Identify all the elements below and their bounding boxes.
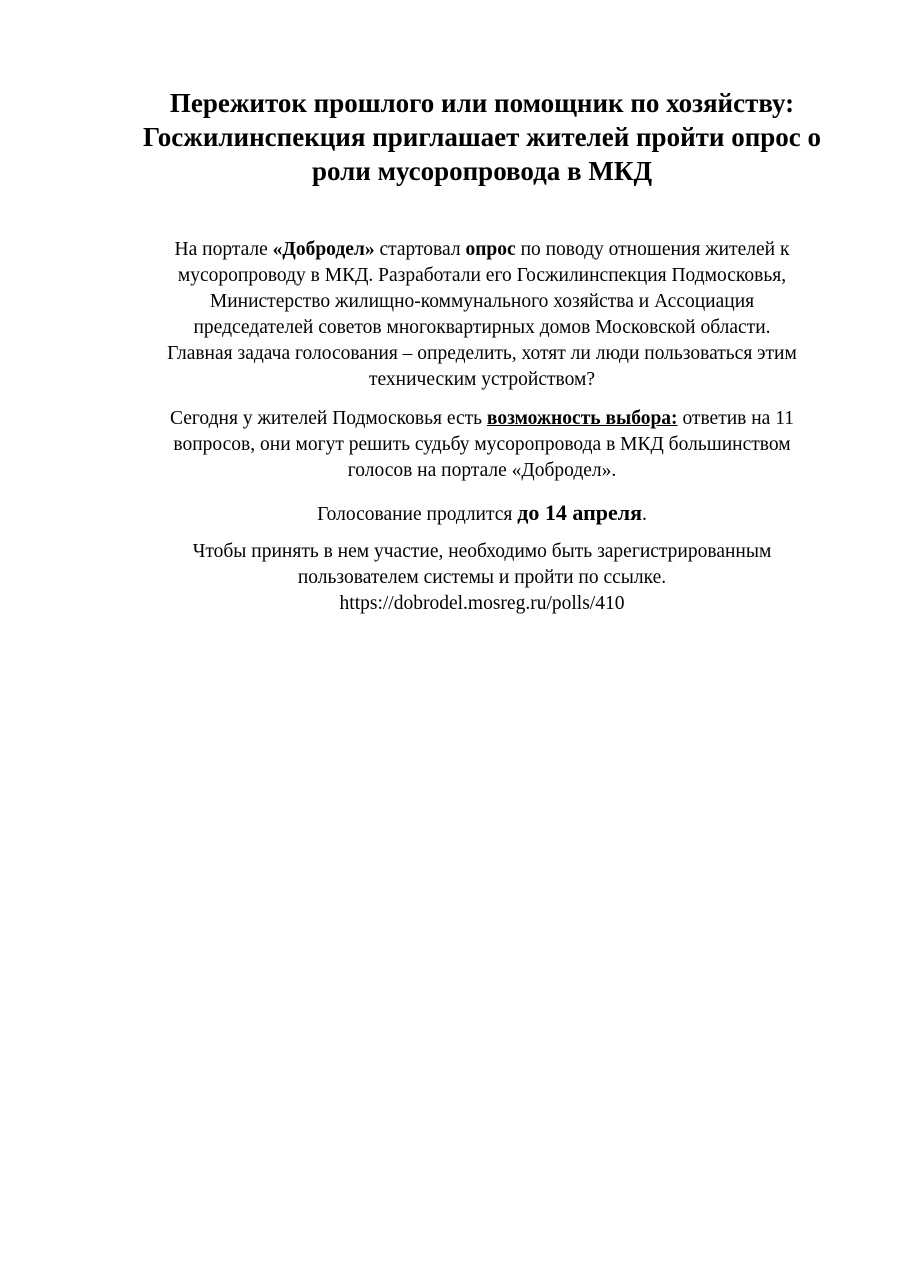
title-line-2: Госжилинспекция приглашает жителей пройти опрос о <box>142 122 822 152</box>
participation-line-1: Чтобы принять в нем участие, необходимо быть зарегистрированным <box>192 541 772 562</box>
choice-line-3: голосов на портале «Добродел». <box>347 460 617 481</box>
participation-line-2: пользователем системы и пройти по ссылке. <box>297 567 667 588</box>
choice-paragraph <box>110 406 854 484</box>
participation-paragraph <box>110 539 854 617</box>
intro-text: стартовал <box>374 239 466 260</box>
intro-text: по поводу отношения жителей к <box>515 239 790 260</box>
choice-emphasis: возможность выбора: <box>486 408 678 429</box>
deadline-line <box>110 500 854 528</box>
deadline-text: Голосование продлится <box>317 504 518 525</box>
title-line-3: роли мусоропровода в МКД <box>311 156 653 186</box>
choice-line-1 <box>110 406 854 432</box>
intro-line-4: председателей советов многоквартирных домов Московской области. <box>193 317 771 338</box>
choice-text: Сегодня у жителей Подмосковья есть <box>170 408 487 429</box>
choice-line-2: вопросов, они могут решить судьбу мусоропровода в МКД большинством <box>173 434 791 455</box>
deadline-period: . <box>642 504 647 525</box>
poll-link[interactable]: https://dobrodel.mosreg.ru/polls/410 <box>339 593 625 614</box>
page-title <box>110 86 854 188</box>
deadline-paragraph <box>110 500 854 528</box>
intro-line-2: мусоропроводу в МКД. Разработали его Госжилинспекция Подмосковья, <box>177 265 787 286</box>
intro-line-1 <box>110 237 854 263</box>
intro-paragraph <box>110 237 854 393</box>
choice-text: ответив на 11 <box>677 408 794 429</box>
intro-line-3: Министерство жилищно-коммунального хозяйства и Ассоциация <box>209 291 755 312</box>
portal-name: «Добродел» <box>272 239 375 260</box>
survey-word: опрос <box>465 239 516 260</box>
intro-line-6: техническим устройством? <box>369 369 595 390</box>
intro-text: На портале <box>174 239 273 260</box>
intro-line-5: Главная задача голосования – определить, хотят ли люди пользоваться этим <box>167 343 797 364</box>
title-line-1: Пережиток прошлого или помощник по хозяйству: <box>169 88 795 118</box>
deadline-date: до 14 апреля <box>517 500 643 525</box>
